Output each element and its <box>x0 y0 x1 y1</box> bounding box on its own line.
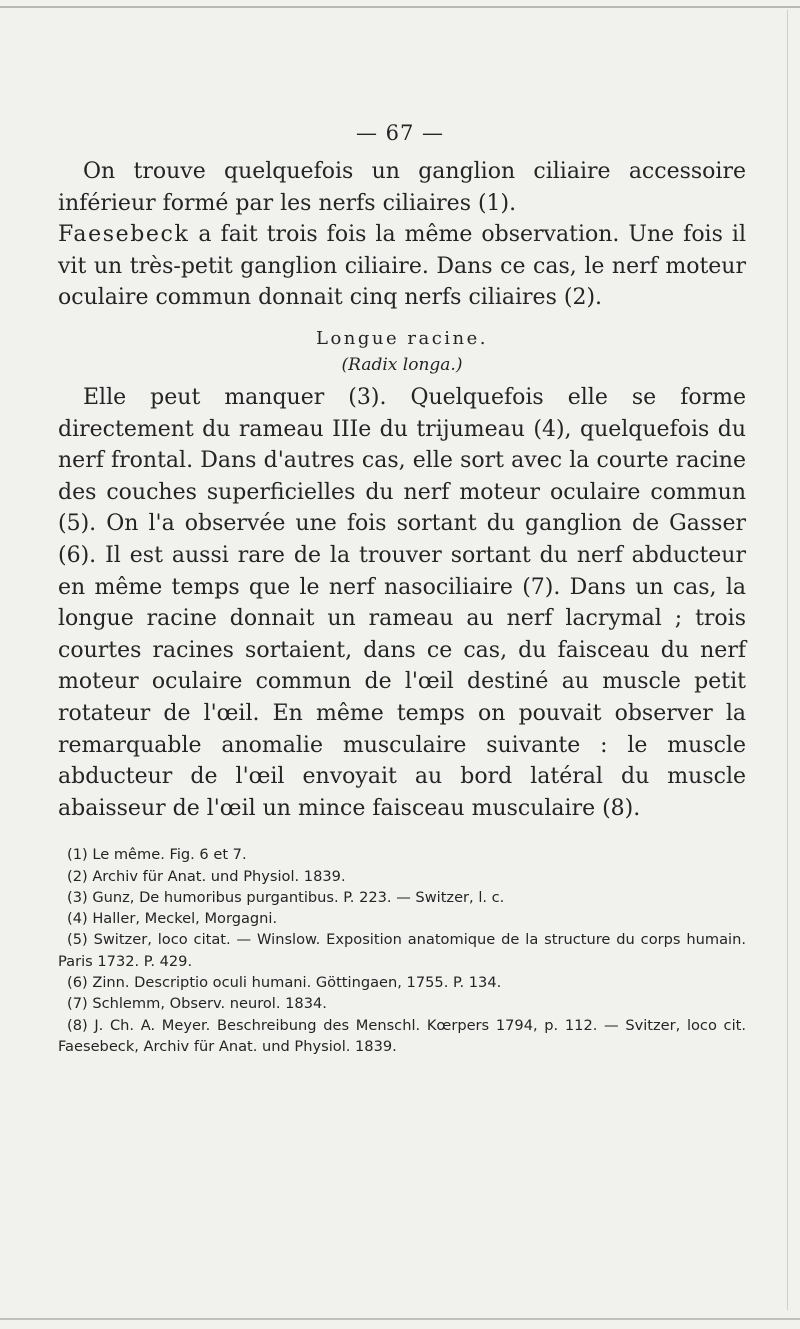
footnote-text: Haller, Meckel, Morgagni. <box>92 910 278 928</box>
footnote-number: (4) <box>67 910 88 928</box>
footnote-number: (3) <box>67 888 88 906</box>
footnote-3 <box>58 887 746 908</box>
footnote-number: (8) <box>67 1016 88 1034</box>
footnote-number: (5) <box>67 931 88 949</box>
page-number: — 67 — <box>355 121 445 145</box>
footnote-5 <box>58 929 746 972</box>
paragraph-1-text: On trouve quelquefois un ganglion ciliaire accessoire inférieur formé par les nerfs ciliaires (1). <box>58 159 746 216</box>
footnote-6 <box>58 972 746 993</box>
section-title: Longue racine. <box>315 327 488 349</box>
footnote-number: (7) <box>67 995 88 1013</box>
footnote-text: Archiv für Anat. und Physiol. 1839. <box>92 867 346 885</box>
page-content <box>58 156 746 1057</box>
top-edge-rule <box>0 6 800 8</box>
footnote-7 <box>58 993 746 1014</box>
footnote-number: (2) <box>67 867 88 885</box>
footnote-text: J. Ch. A. Meyer. Beschreibung des Menschl. Kœrpers 1794, p. 112. — Svitzer, loco cit. Faesebeck, Archiv für Anat. und Physiol. 1839. <box>58 1016 746 1055</box>
footnote-text: Schlemm, Observ. neurol. 1834. <box>92 995 327 1013</box>
footnote-number: (1) <box>67 846 88 864</box>
footnote-text: Gunz, De humoribus purgantibus. P. 223. — Switzer, l. c. <box>92 888 505 906</box>
footnote-1 <box>58 844 746 865</box>
paragraph-longue-racine: Elle peut manquer (3). Quelquefois elle se forme directement du rameau IIIe du trijumeau (4), quelquefois du nerf frontal. Dans d'autres cas, elle sort avec la courte racine des couches superficielles du nerf moteur oculaire commun (5). On l'a observée une fois sortant du ganglion de Gasser (6). Il est aussi rare de la trouver sortant du nerf abducteur en même temps que le nerf nasociliaire (7). Dans un cas, la longue racine donnait un rameau au nerf lacrymal ; trois courtes racines sortaient, dans ce cas, du faisceau du nerf moteur oculaire commun de l'œil destiné au muscle petit rotateur de l'œil. En même temps on pouvait observer la remarquable anomalie musculaire suivante : le muscle abducteur de l'œil envoyait au bord latéral du muscle abaisseur de l'œil un mince faisceau musculaire (8). <box>58 384 746 821</box>
paragraph-ganglion-accessoire <box>58 156 746 314</box>
footnote-2 <box>58 866 746 887</box>
section-subtitle: (Radix longa.) <box>341 354 463 375</box>
right-page-edge <box>787 10 788 1310</box>
footnote-text: Le même. Fig. 6 et 7. <box>92 846 247 864</box>
footnotes <box>58 844 746 1057</box>
footnote-number: (6) <box>67 974 88 992</box>
footnote-8 <box>58 1015 746 1058</box>
bottom-edge-rule <box>0 1318 800 1320</box>
footnote-4 <box>58 908 746 929</box>
author-faesebeck: Faesebeck <box>58 222 190 248</box>
paragraph-1-rest: a fait trois fois la même observation. Une fois il vit un très-petit ganglion ciliaire. Dans ce cas, le nerf moteur oculaire commun donnait cinq nerfs ciliaires (2). <box>58 222 746 311</box>
footnote-text: Zinn. Descriptio oculi humani. Göttingaen, 1755. P. 134. <box>92 974 502 992</box>
footnote-text: Switzer, loco citat. — Winslow. Exposition anatomique de la structure du corps humain. Paris 1732. P. 429. <box>58 931 746 970</box>
